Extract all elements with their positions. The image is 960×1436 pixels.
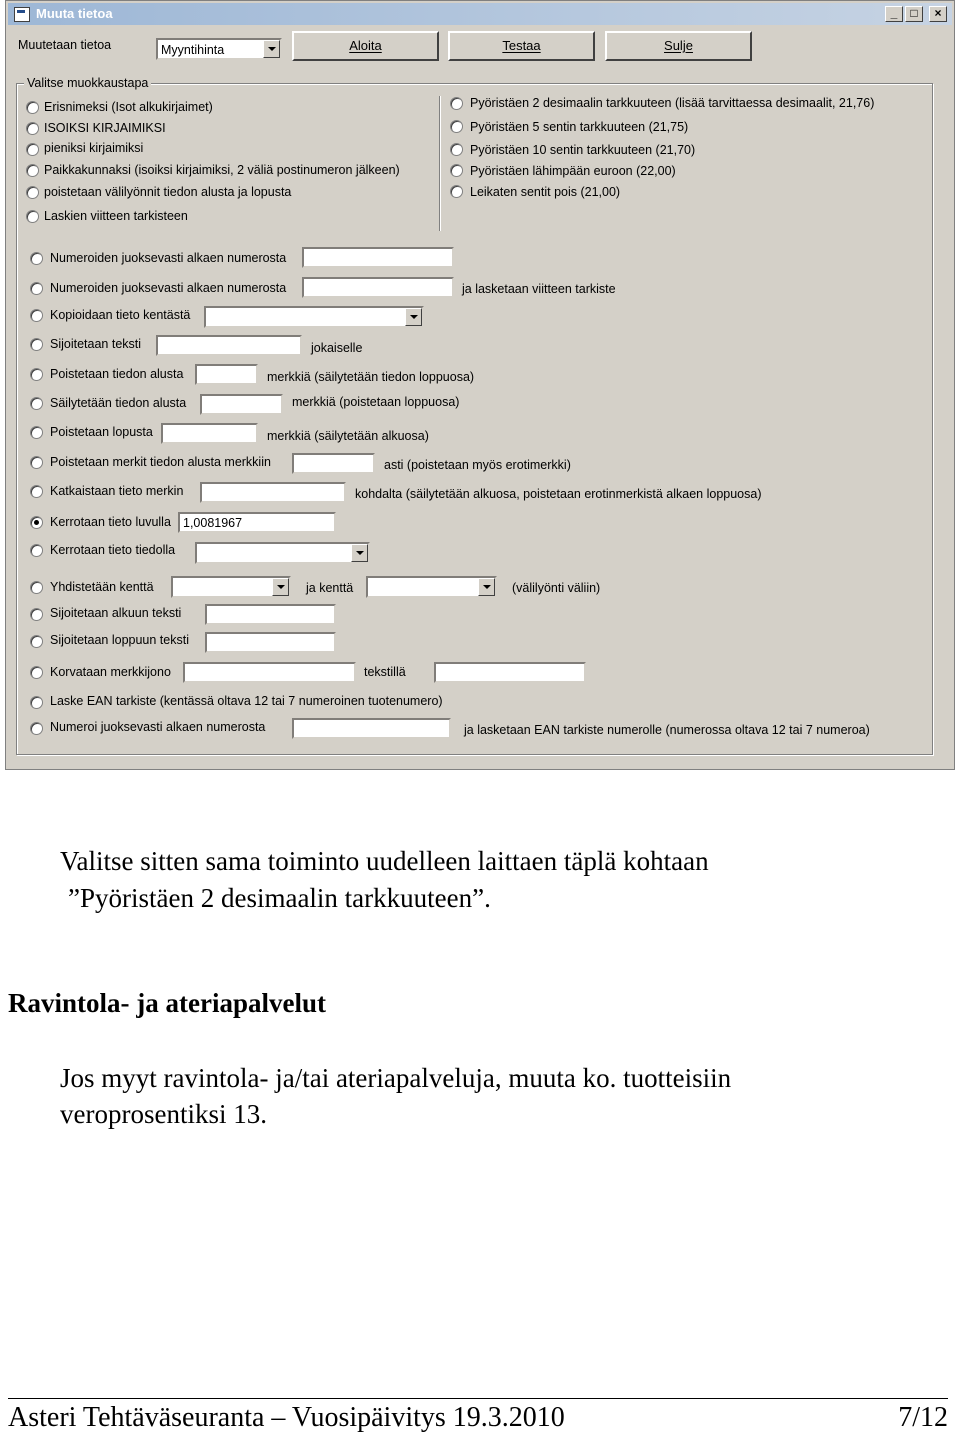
row-label: Numeroi juoksevasti alkaen numerosta bbox=[50, 720, 266, 734]
row-suffix: merkkiä (säilytetään tiedon loppuosa) bbox=[267, 370, 475, 384]
join-field1-select[interactable] bbox=[171, 576, 291, 598]
radio-r7[interactable] bbox=[30, 426, 43, 439]
join-field2-select[interactable] bbox=[366, 576, 497, 598]
replace-from-input[interactable] bbox=[183, 662, 356, 683]
cut-at-char-input[interactable] bbox=[200, 482, 346, 503]
group-title: Valitse muokkaustapa bbox=[24, 76, 151, 90]
chevron-down-icon[interactable] bbox=[405, 308, 422, 326]
minimize-button[interactable]: _ bbox=[885, 6, 903, 22]
radio-r15[interactable] bbox=[30, 666, 43, 679]
option-label: Pyöristäen 5 sentin tarkkuuteen (21,75) bbox=[470, 120, 689, 134]
section-heading: Ravintola- ja ateriapalvelut bbox=[8, 988, 326, 1018]
copy-field-select[interactable] bbox=[204, 306, 424, 328]
row-suffix: kohdalta (säilytetään alkuosa, poistetaan erotinmerkistä alkaen loppuosa) bbox=[355, 487, 762, 501]
radio-r8[interactable] bbox=[30, 456, 43, 469]
set-text-input[interactable] bbox=[156, 335, 302, 356]
row-label: Säilytetään tiedon alusta bbox=[50, 396, 187, 410]
option-label: poistetaan välilyönnit tiedon alusta ja lopusta bbox=[44, 185, 292, 199]
radio-truncate-cents[interactable] bbox=[450, 185, 463, 198]
row-label: Numeroiden juoksevasti alkaen numerosta bbox=[50, 251, 287, 265]
radio-proper-case[interactable] bbox=[26, 101, 39, 114]
radio-round-2-decimals[interactable] bbox=[450, 97, 463, 110]
section-paragraph bbox=[60, 1060, 731, 1132]
keep-start-input[interactable] bbox=[200, 394, 283, 415]
test-button[interactable]: Testaa bbox=[448, 31, 595, 61]
option-label: pieniksi kirjaimiksi bbox=[44, 141, 144, 155]
close-button[interactable]: Sulje bbox=[605, 31, 752, 61]
radio-r5[interactable] bbox=[30, 368, 43, 381]
field-select-value: Myyntihinta bbox=[161, 43, 225, 57]
radio-city[interactable] bbox=[26, 164, 39, 177]
option-label: Laskien viitteen tarkisteen bbox=[44, 209, 188, 223]
multiply-field-select[interactable] bbox=[195, 542, 370, 564]
group-divider bbox=[439, 96, 440, 231]
radio-r3[interactable] bbox=[30, 309, 43, 322]
maximize-button[interactable]: □ bbox=[905, 6, 923, 22]
radio-round-5-cents[interactable] bbox=[450, 120, 463, 133]
radio-reference-check[interactable] bbox=[26, 210, 39, 223]
row-label: Kerrotaan tieto tiedolla bbox=[50, 543, 176, 557]
row-suffix: jokaiselle bbox=[311, 341, 363, 355]
option-label: Pyöristäen 10 sentin tarkkuuteen (21,70) bbox=[470, 143, 696, 157]
row-middle: ja kenttä bbox=[306, 581, 354, 595]
radio-r10-selected[interactable] bbox=[30, 516, 43, 529]
chevron-down-icon[interactable] bbox=[351, 544, 368, 562]
field-select-label: Muutetaan tietoa bbox=[18, 38, 112, 52]
paragraph-line: Jos myyt ravintola- ja/tai ateriapalveluja, muuta ko. tuotteisiin bbox=[60, 1063, 732, 1093]
row-suffix: merkkiä (säilytetään alkuosa) bbox=[267, 429, 429, 443]
window-title: Muuta tietoa bbox=[36, 6, 113, 21]
multiply-value-input[interactable]: 1,0081967 bbox=[178, 512, 336, 533]
row-suffix: asti (poistetaan myös erotimerkki) bbox=[384, 458, 571, 472]
remove-to-char-input[interactable] bbox=[292, 453, 375, 474]
chevron-down-icon[interactable] bbox=[272, 578, 289, 596]
row-label: Poistetaan merkit tiedon alusta merkkiin bbox=[50, 455, 271, 469]
radio-r14[interactable] bbox=[30, 635, 43, 648]
option-label: ISOIKSI KIRJAIMIKSI bbox=[44, 121, 166, 135]
radio-round-10-cents[interactable] bbox=[450, 143, 463, 156]
option-label: Pyöristäen 2 desimaalin tarkkuuteen (lisää tarvittaessa desimaalit, 21,76) bbox=[470, 96, 875, 110]
page-number: 7/12 bbox=[898, 1402, 948, 1433]
radio-r13[interactable] bbox=[30, 608, 43, 621]
replace-to-input[interactable] bbox=[434, 662, 586, 683]
row-label: Laske EAN tarkiste (kentässä oltava 12 tai 7 numeroinen tuotenumero) bbox=[50, 694, 443, 708]
instruction-paragraph bbox=[60, 843, 709, 917]
paragraph-line: Valitse sitten sama toiminto uudelleen laittaen täplä kohtaan bbox=[60, 846, 709, 876]
footer-text: Asteri Tehtäväseuranta – Vuosipäivitys 19.3.2010 bbox=[8, 1402, 565, 1433]
row-label: Sijoitetaan loppuun teksti bbox=[50, 633, 189, 647]
radio-r6[interactable] bbox=[30, 397, 43, 410]
option-label: Erisnimeksi (Isot alkukirjaimet) bbox=[44, 100, 213, 114]
paragraph-line: ”Pyöristäen 2 desimaalin tarkkuuteen”. bbox=[68, 883, 491, 913]
row-label: Poistetaan lopusta bbox=[50, 425, 153, 439]
row-label: Yhdistetään kenttä bbox=[50, 580, 154, 594]
row-label: Korvataan merkkijono bbox=[50, 665, 171, 679]
number-start-ref-input[interactable] bbox=[302, 277, 454, 298]
option-label: Leikaten sentit pois (21,00) bbox=[470, 185, 621, 199]
row-middle: tekstillä bbox=[364, 665, 406, 679]
row-suffix: (välilyönti väliin) bbox=[512, 581, 601, 595]
radio-uppercase[interactable] bbox=[26, 122, 39, 135]
radio-round-euro[interactable] bbox=[450, 164, 463, 177]
row-suffix: ja lasketaan EAN tarkiste numerolle (numerossa oltava 12 tai 7 numeroa) bbox=[464, 723, 870, 737]
row-label: Poistetaan tiedon alusta bbox=[50, 367, 184, 381]
radio-r11[interactable] bbox=[30, 544, 43, 557]
radio-r4[interactable] bbox=[30, 338, 43, 351]
row-suffix: merkkiä (poistetaan loppuosa) bbox=[292, 395, 460, 409]
row-label: Kerrotaan tieto luvulla bbox=[50, 515, 171, 529]
window-icon bbox=[14, 7, 30, 22]
chevron-down-icon[interactable] bbox=[263, 40, 280, 58]
ean-number-start-input[interactable] bbox=[292, 718, 451, 739]
edit-method-group bbox=[16, 83, 933, 755]
title-bar bbox=[8, 3, 952, 25]
close-window-button[interactable]: × bbox=[929, 6, 947, 22]
field-select[interactable] bbox=[156, 38, 282, 60]
row-label: Kopioidaan tieto kentästä bbox=[50, 308, 191, 322]
number-start-input[interactable] bbox=[302, 247, 454, 268]
radio-r9[interactable] bbox=[30, 485, 43, 498]
suffix-text-input[interactable] bbox=[205, 632, 336, 653]
radio-r2[interactable] bbox=[30, 282, 43, 295]
row-label: Katkaistaan tieto merkin bbox=[50, 484, 184, 498]
option-label: Paikkakunnaksi (isoiksi kirjaimiksi, 2 väliä postinumeron jälkeen) bbox=[44, 163, 400, 177]
radio-r12[interactable] bbox=[30, 581, 43, 594]
paragraph-line: veroprosentiksi 13. bbox=[60, 1099, 267, 1129]
row-label: Sijoitetaan teksti bbox=[50, 337, 142, 351]
option-label: Pyöristäen lähimpään euroon (22,00) bbox=[470, 164, 676, 178]
row-label: Numeroiden juoksevasti alkaen numerosta bbox=[50, 281, 287, 295]
start-button[interactable]: Aloita bbox=[292, 31, 439, 61]
chevron-down-icon[interactable] bbox=[478, 578, 495, 596]
remove-start-input[interactable] bbox=[195, 364, 258, 385]
radio-r1[interactable] bbox=[30, 252, 43, 265]
prefix-text-input[interactable] bbox=[205, 604, 336, 625]
radio-lowercase[interactable] bbox=[26, 143, 39, 156]
footer-rule bbox=[8, 1398, 948, 1399]
row-label: Sijoitetaan alkuun teksti bbox=[50, 606, 182, 620]
radio-r16[interactable] bbox=[30, 696, 43, 709]
remove-end-input[interactable] bbox=[161, 423, 258, 444]
radio-trim[interactable] bbox=[26, 186, 39, 199]
dialog-window bbox=[5, 0, 955, 770]
radio-r17[interactable] bbox=[30, 722, 43, 735]
row-suffix: ja lasketaan viitteen tarkiste bbox=[462, 282, 616, 296]
